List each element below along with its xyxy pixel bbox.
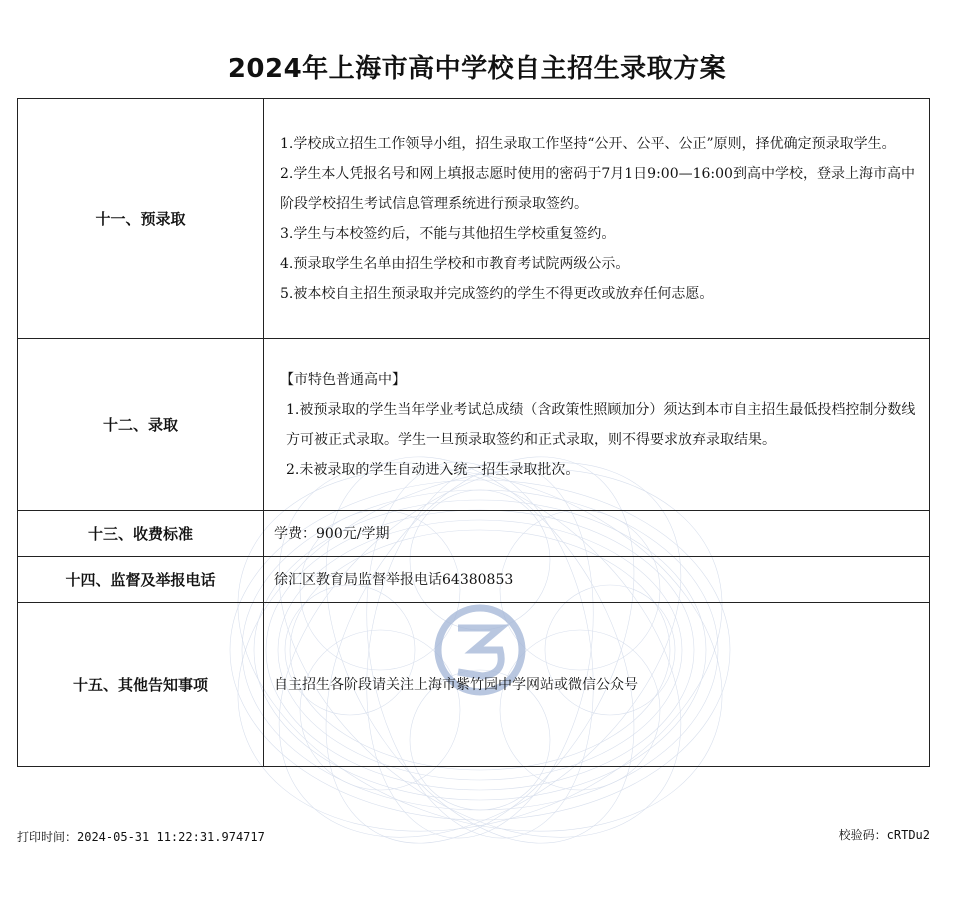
section-row-admission [18,339,930,511]
section-row-other-notices [18,603,930,767]
list-item: 5.被本校自主招生预录取并完成签约的学生不得更改或放弃任何志愿。 [280,285,714,302]
section-label: 十二、录取 [18,339,264,511]
hotline-text: 徐汇区教育局监督举报电话64380853 [274,571,514,588]
section-content [264,339,930,511]
section-label: 十三、收费标准 [18,511,264,557]
list-item: 2.学生本人凭报名号和网上填报志愿时使用的密码于7月1日9:00—16:00到高中学校，登录上海市高中阶段学校招生考试信息管理系统进行预录取签约。 [280,165,915,212]
notice-text: 自主招生各阶段请关注上海市紫竹园中学网站或微信公众号 [274,676,638,693]
verify-code: 校验码：cRTDu2 [838,828,930,842]
section-label: 十一、预录取 [18,99,264,339]
section-content [264,511,930,557]
list-item: 2.未被录取的学生自动进入统一招生录取批次。 [286,461,580,478]
print-time: 打印时间：2024-05-31 11:22:31.974717 [17,830,265,844]
section-label: 十五、其他告知事项 [18,603,264,767]
section-row-fees [18,511,930,557]
section-label: 十四、监督及举报电话 [18,557,264,603]
section-row-pre-admission [18,99,930,339]
fee-text: 学费：900元/学期 [274,525,390,542]
section-subheading: 【市特色普通高中】 [280,371,406,388]
section-content [264,99,930,339]
section-content [264,603,930,767]
page-title: 2024年上海市高中学校自主招生录取方案 [227,54,727,84]
list-item: 1.被预录取的学生当年学业考试总成绩（含政策性照顾加分）须达到本市自主招生最低投档控制分数线方可被正式录取。学生一旦预录取签约和正式录取，则不得要求放弃录取结果。 [286,401,916,448]
list-item: 4.预录取学生名单由招生学校和市教育考试院两级公示。 [280,255,630,272]
section-content [264,557,930,603]
plan-table [17,98,930,767]
list-item: 1.学校成立招生工作领导小组，招生录取工作坚持“公开、公平、公正”原则，择优确定预录取学生。 [280,135,896,152]
list-item: 3.学生与本校签约后，不能与其他招生学校重复签约。 [280,225,616,242]
section-row-hotline [18,557,930,603]
